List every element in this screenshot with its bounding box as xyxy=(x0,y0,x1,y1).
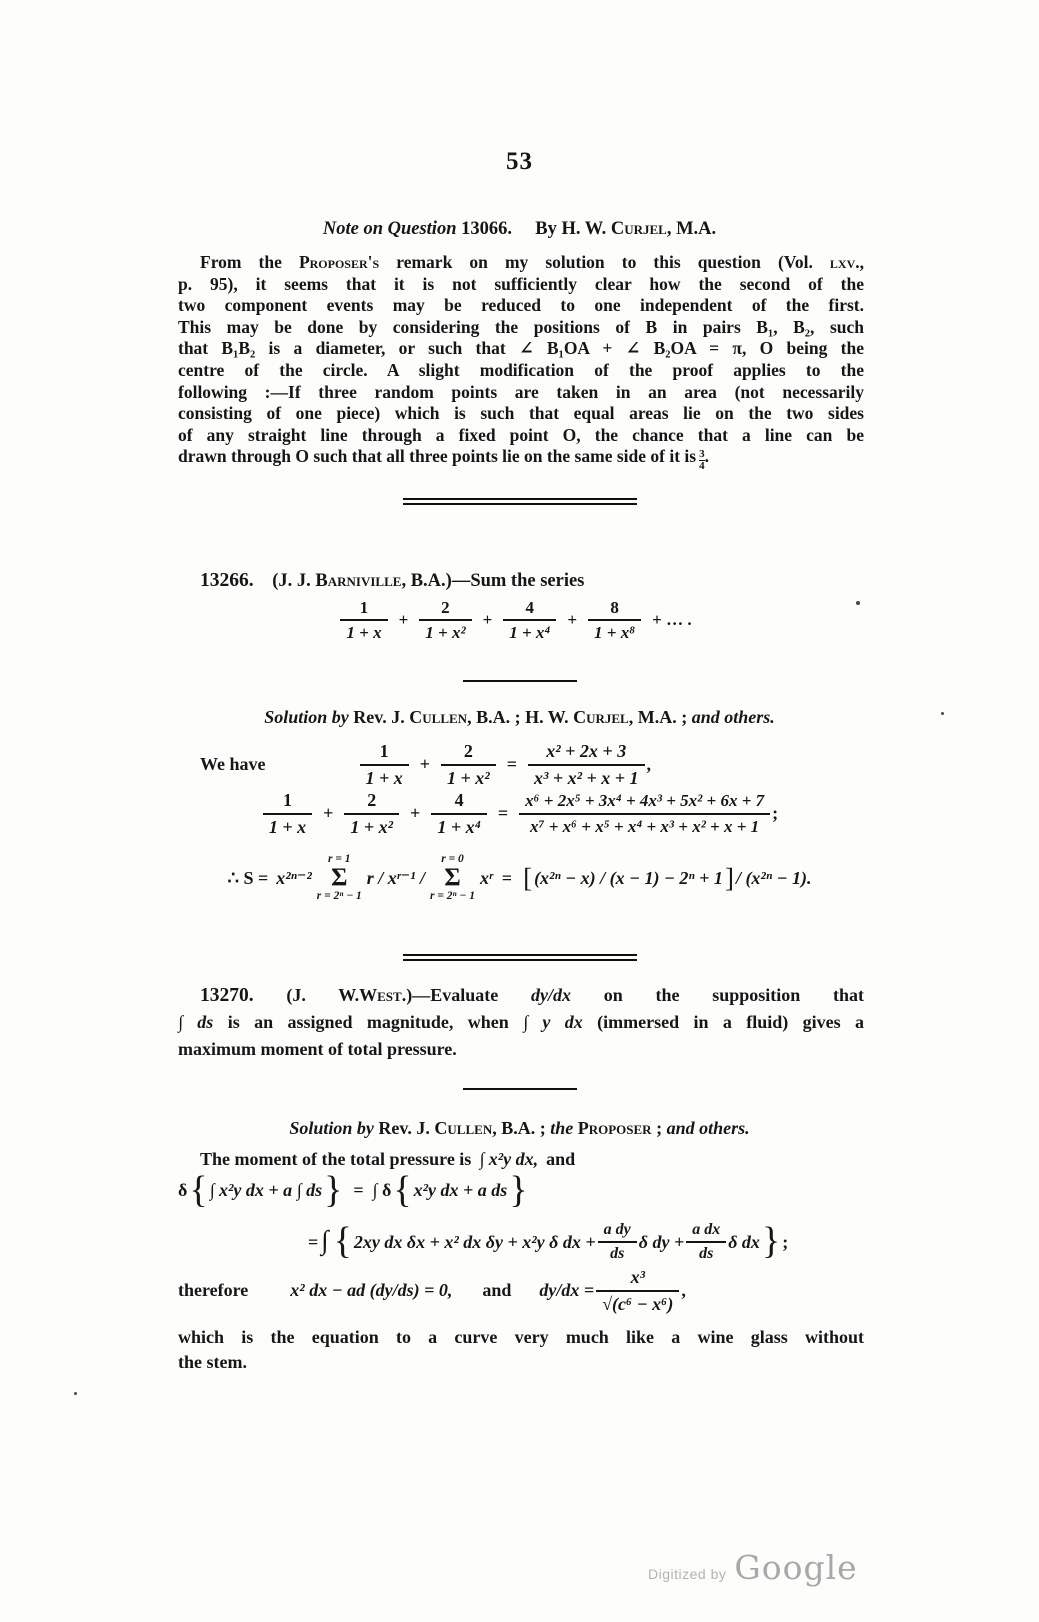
math-term: xʳ xyxy=(480,867,493,888)
question-number: 13270. xyxy=(200,985,254,1006)
note-heading-italic: Note on Question xyxy=(322,219,457,239)
therefore-label: therefore xyxy=(178,1280,249,1300)
paragraph-line xyxy=(178,252,864,274)
section-separator xyxy=(0,498,1039,505)
the-label: the xyxy=(550,1118,574,1138)
sum-lower-limit: r = 2ⁿ − 1 xyxy=(430,889,475,902)
sum-upper-limit: r = 1 xyxy=(328,853,351,865)
math-term: / (x²ⁿ − 1). xyxy=(735,867,812,888)
fraction xyxy=(596,1266,679,1315)
sigma-symbol: Σ xyxy=(331,864,348,892)
math-term: 2xy dx δx + x² dx δy + x²y δ dx + xyxy=(353,1231,596,1252)
equation-3: ∴ S = x²ⁿ⁻² r = 1 Σ r = 2ⁿ − 1 r / xʳ⁻¹ / r = 0 Σ r = 2ⁿ − 1 xʳ = [ (x²ⁿ − x) / (x − 1) − 2ⁿ + 1 ] / (x²ⁿ − 1). xyxy=(227,853,812,902)
question-prompt: , B.A.)—Sum the series xyxy=(401,571,585,591)
solver-text: , B.A. ; xyxy=(492,1118,546,1138)
math-term: x²ⁿ⁻² xyxy=(276,867,312,888)
fraction-denominator: 4 xyxy=(699,460,705,473)
fraction xyxy=(263,789,312,838)
line-text: , xyxy=(859,252,865,272)
fraction-numerator: 2 xyxy=(463,741,473,761)
summation xyxy=(430,853,475,903)
equals-operator: = xyxy=(506,754,517,774)
fraction xyxy=(588,597,641,644)
digitized-watermark xyxy=(648,1548,858,1587)
solution-label: Solution by xyxy=(264,707,349,727)
question-author: (J. J. xyxy=(272,571,311,591)
fraction xyxy=(519,790,770,837)
fraction xyxy=(360,740,409,789)
plus-operator: + xyxy=(419,754,431,774)
separator xyxy=(0,1088,1039,1090)
equation-therefore xyxy=(178,1266,686,1315)
fraction xyxy=(344,789,399,838)
series-equation xyxy=(0,597,1039,644)
and-others-label: and others. xyxy=(666,1118,750,1138)
question-text: (immersed in a fluid) gives a xyxy=(597,1012,865,1032)
question-number: 13266. xyxy=(200,570,254,591)
separator xyxy=(0,680,1039,682)
fraction-denominator: 1 + x xyxy=(340,619,387,643)
ink-speck xyxy=(941,712,944,715)
note-question-number: 13066. xyxy=(461,219,512,239)
paragraph-line: that B₁B₂ is a diameter, or such that ∠ B₁OA + ∠ B₂OA = π, O being the xyxy=(178,338,864,359)
section-separator xyxy=(0,954,1039,961)
paragraph-line: of any straight line through a fixed point O, the chance that a line can be xyxy=(178,424,864,445)
fraction-denominator: 1 + x² xyxy=(419,619,471,643)
fraction-numerator: a dx xyxy=(692,1221,721,1238)
fraction-numerator: 1 xyxy=(379,741,389,761)
fraction-numerator: x³ xyxy=(630,1267,645,1287)
paragraph-line xyxy=(178,446,864,473)
math-term: ∫ x²y dx, xyxy=(479,1149,539,1169)
paragraph-line: This may be done by considering the positions of B in pairs B₁, B₂, such xyxy=(178,316,864,337)
equation-body xyxy=(358,740,652,789)
equals-operator: = xyxy=(497,803,509,823)
plus-operator: + xyxy=(567,610,578,630)
fraction xyxy=(340,597,387,644)
author-name: Curjel xyxy=(573,707,629,727)
line-text: drawn through O such that all three points lie on the same side of it is xyxy=(178,446,697,467)
closing-paragraph xyxy=(178,1325,864,1375)
plus-operator: + xyxy=(482,610,493,630)
we-have-label: We have xyxy=(200,754,266,774)
fraction-numerator: a dy xyxy=(603,1221,631,1238)
and-label: and xyxy=(482,1280,512,1300)
fraction-denominator: 1 + x² xyxy=(344,813,399,839)
fraction-numerator: 4 xyxy=(525,598,535,617)
fraction xyxy=(686,1220,726,1264)
therefore-symbol: ∴ S = xyxy=(227,867,269,888)
paragraph-line: following :—If three random points are taken in an area (not necessarily xyxy=(178,381,864,402)
paragraph-line: p. 95), it seems that it is not sufficiently clear how the second of the xyxy=(178,273,864,294)
fraction-numerator: 1 xyxy=(359,598,369,617)
equation-1 xyxy=(178,740,864,789)
note-byline: By H. W. xyxy=(535,219,607,239)
paragraph-line: maximum moment of total pressure. xyxy=(178,1039,457,1059)
google-logo: Google xyxy=(734,1548,858,1587)
fraction-numerator: 8 xyxy=(610,598,619,617)
watermark-text: Digitized by xyxy=(648,1566,727,1582)
sum-upper-limit: r = 0 xyxy=(441,853,464,865)
author-suffix: , M.A. xyxy=(666,219,717,239)
punctuation: ; xyxy=(772,803,779,823)
solver-text: ; xyxy=(651,1118,663,1138)
solution-heading-13266 xyxy=(0,707,1039,728)
double-rule xyxy=(403,954,637,961)
math-term: δ dx xyxy=(728,1231,760,1252)
series-tail: + … . xyxy=(652,610,692,630)
fraction-denominator: ds xyxy=(598,1241,637,1264)
ink-speck xyxy=(856,601,860,605)
plus-operator: + xyxy=(323,803,334,823)
equation-2 xyxy=(0,789,1039,838)
sigma-symbol: Σ xyxy=(444,864,461,892)
fraction xyxy=(419,597,471,644)
ink-speck xyxy=(74,1392,77,1395)
fraction xyxy=(441,740,496,789)
solver-text: , M.A. ; xyxy=(628,707,688,727)
single-rule xyxy=(463,680,577,682)
fraction xyxy=(503,597,556,644)
solution-label: Solution by xyxy=(289,1118,374,1138)
fraction-denominator: 1 + x⁴ xyxy=(431,813,487,839)
fraction-denominator: 1 + x xyxy=(360,764,409,790)
question-author: (J. W. xyxy=(286,985,360,1005)
equals-operator: = xyxy=(353,1180,364,1200)
note-heading xyxy=(0,219,1039,240)
fraction xyxy=(431,789,487,838)
body-text: The moment of the total pressure is xyxy=(200,1149,472,1169)
equation-delta: δ { ∫ x²y dx + a ∫ ds } = ∫ δ { x²y dx + a ds } xyxy=(178,1168,528,1211)
author-name: Cullen xyxy=(409,707,468,727)
paragraph-line: consisting of one piece) which is such that equal areas lie on the two sides xyxy=(178,403,864,424)
math-term: dy/dx xyxy=(530,985,571,1005)
question-text: on the supposition that xyxy=(603,985,865,1005)
solver-text: Rev. J. xyxy=(378,1118,430,1138)
fraction-numerator: 2 xyxy=(441,598,450,617)
math-term: dy/dx = xyxy=(539,1280,595,1300)
punctuation: , xyxy=(681,1280,686,1300)
math-term: ∫ ds xyxy=(178,1012,214,1032)
fraction-denominator: 1 + x⁸ xyxy=(588,619,641,643)
paragraph-line: two component events may be reduced to one independent of the first. xyxy=(178,295,864,316)
author-name: Proposer xyxy=(577,1118,652,1138)
question-text: .)—Evaluate xyxy=(401,985,499,1005)
fraction-denominator: 1 + x² xyxy=(441,764,496,790)
fraction xyxy=(528,740,645,789)
author-name: Curjel xyxy=(610,219,667,239)
paragraph-line: which is the equation to a curve very much like a wine glass without xyxy=(178,1327,864,1347)
summation xyxy=(317,853,362,903)
fraction-denominator: ds xyxy=(686,1241,726,1264)
fraction-numerator: 1 xyxy=(282,790,292,810)
punctuation: , xyxy=(646,754,652,774)
fraction xyxy=(598,1220,637,1264)
fraction-numerator: 2 xyxy=(367,790,377,810)
question-text: is an assigned magnitude, when xyxy=(227,1012,509,1032)
paragraph-line: the stem. xyxy=(178,1352,247,1372)
fraction-numerator: 4 xyxy=(454,790,464,810)
paragraph-line xyxy=(178,1009,864,1036)
question-heading-13266 xyxy=(200,570,584,592)
and-others-label: and others. xyxy=(691,707,775,727)
solution-heading-13270 xyxy=(0,1118,1039,1139)
fraction-denominator: x³ + x² + x + 1 xyxy=(528,764,645,790)
author-name: Cullen xyxy=(434,1118,493,1138)
solver-text: Rev. J. xyxy=(353,707,405,727)
math-term: x² dx − ad (dy/ds) = 0, xyxy=(290,1280,453,1300)
math-term: (x²ⁿ − x) / (x − 1) − 2ⁿ + 1 xyxy=(534,867,723,888)
math-term: ∫ δ xyxy=(372,1180,392,1200)
punctuation: ; xyxy=(782,1231,789,1252)
equals-operator: = xyxy=(501,867,513,888)
page-number: 53 xyxy=(506,148,533,175)
math-term: ∫ x²y dx + a ∫ ds xyxy=(209,1180,323,1200)
delta-symbol: δ xyxy=(178,1180,188,1200)
line-text: remark on my solution to this question (Vol. xyxy=(379,252,830,272)
note-paragraph xyxy=(178,252,864,473)
equation-integral: = ∫ { 2xy dx δx + x² dx δy + x²y δ dx + $\frac{\text{a dy}}{ds}$ δ dy + $\frac{\text{a dx}}{ds}$ δ dx } ; xyxy=(308,1220,789,1262)
line-text: From the xyxy=(200,252,299,272)
single-rule xyxy=(463,1088,577,1090)
double-rule xyxy=(403,498,637,505)
math-term: ∫ y dx xyxy=(523,1012,583,1032)
solution-body-line xyxy=(178,1149,575,1170)
author-name: West xyxy=(359,985,402,1005)
fraction-denominator: √(c⁶ − x⁶) xyxy=(596,1290,679,1316)
author-name: Barniville xyxy=(315,571,402,591)
math-term: δ dy + xyxy=(638,1231,685,1252)
fraction-numerator: x⁶ + 2x⁵ + 3x⁴ + 4x³ + 5x² + 6x + 7 xyxy=(525,791,765,811)
equals-operator: = xyxy=(308,1231,319,1252)
fraction-denominator: 1 + x⁴ xyxy=(503,619,556,643)
small-caps-text: lxv. xyxy=(829,252,860,272)
paragraph-line: centre of the circle. A slight modification of the proof applies to the xyxy=(178,359,864,380)
question-13270 xyxy=(178,982,864,1063)
small-caps-text: Proposer's xyxy=(298,252,380,272)
fraction-numerator: 3 xyxy=(699,447,705,460)
solver-text: , B.A. ; H. W. xyxy=(467,707,569,727)
fraction-denominator: x⁷ + x⁶ + x⁵ + x⁴ + x³ + x² + x + 1 xyxy=(519,813,770,837)
paragraph-line xyxy=(178,982,864,1009)
body-text: and xyxy=(546,1149,576,1169)
plus-operator: + xyxy=(410,803,421,823)
math-term: x²y dx + a ds xyxy=(413,1180,508,1200)
math-term: r / xʳ⁻¹ / xyxy=(366,867,425,888)
sum-lower-limit: r = 2ⁿ − 1 xyxy=(316,889,362,902)
fraction-numerator: x² + 2x + 3 xyxy=(546,741,627,761)
fraction-denominator: 1 + x xyxy=(263,813,312,839)
plus-operator: + xyxy=(398,610,409,630)
line-text: . xyxy=(704,446,709,467)
